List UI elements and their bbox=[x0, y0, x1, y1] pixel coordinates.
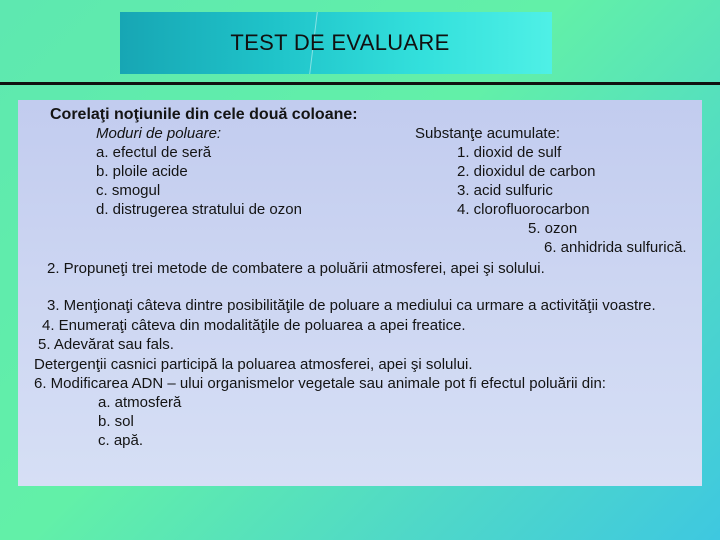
q3-text: 3. Menţionaţi câteva dintre posibilităţile de poluare a mediului ca urmare a activităţii voastre. bbox=[47, 297, 656, 314]
q1-left-item-d: d. distrugerea stratului de ozon bbox=[96, 201, 302, 218]
q2-text: 2. Propuneţi trei metode de combatere a poluării atmosferei, apei şi solului. bbox=[47, 260, 545, 277]
q6-option-b: b. sol bbox=[98, 413, 134, 430]
q1-right-item-2: 2. dioxidul de carbon bbox=[457, 163, 596, 180]
q1-right-item-3: 3. acid sulfuric bbox=[457, 182, 553, 199]
q4-text: 4. Enumeraţi câteva din modalităţile de poluarea a apei freatice. bbox=[42, 317, 466, 334]
q1-right-item-1: 1. dioxid de sulf bbox=[457, 144, 562, 161]
q1-right-header: Substanţe acumulate: bbox=[415, 125, 561, 142]
title-banner bbox=[120, 12, 552, 74]
q5-label: 5. Adevărat sau fals. bbox=[38, 336, 174, 353]
q1-heading: Corelaţi noţiunile din cele două coloane: bbox=[50, 106, 358, 123]
q1-left-item-a: a. efectul de seră bbox=[96, 144, 212, 161]
q1-right-item-6: 6. anhidrida sulfurică. bbox=[544, 239, 687, 256]
title-underline bbox=[0, 82, 720, 85]
q1-right-item-4: 4. clorofluorocarbon bbox=[457, 201, 590, 218]
test-content-panel bbox=[18, 100, 702, 486]
q1-left-item-b: b. ploile acide bbox=[96, 163, 188, 180]
q1-left-item-c: c. smogul bbox=[96, 182, 161, 199]
q1-right-item-5: 5. ozon bbox=[528, 220, 578, 237]
q1-left-header: Moduri de poluare: bbox=[96, 125, 222, 142]
page-title: TEST DE EVALUARE bbox=[230, 30, 450, 55]
q6-option-c: c. apă. bbox=[98, 432, 144, 449]
q5-text: Detergenţii casnici participă la poluarea atmosferei, apei şi solului. bbox=[34, 356, 473, 373]
q6-option-a: a. atmosferă bbox=[98, 394, 182, 411]
q6-text: 6. Modificarea ADN – ului organismelor vegetale sau animale pot fi efectul poluării din: bbox=[34, 375, 606, 392]
